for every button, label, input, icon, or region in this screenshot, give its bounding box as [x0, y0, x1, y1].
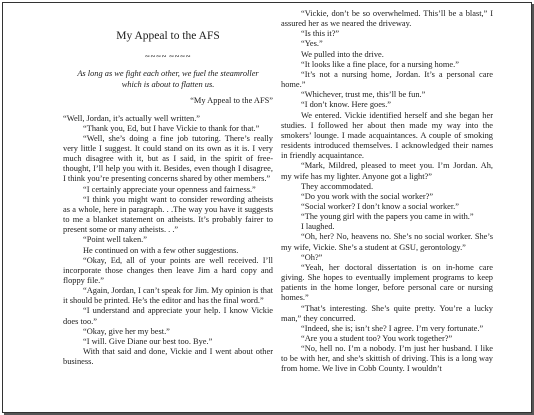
right-body-text — [281, 9, 493, 375]
paragraph: “Yeah, her doctoral dissertation is on in-home care giving. She hopes to eventually implement programs to keep patients in the home longer, before personal care or nursing homes.” — [281, 262, 493, 303]
paragraph: “Whichever, trust me, this’ll be fun.” — [301, 90, 426, 100]
paragraph: With that said and done, Vickie and I went about other business. — [63, 347, 273, 367]
paragraph: “It’s not a nursing home, Jordan. It’s a personal care home.” — [281, 69, 493, 90]
book-page — [2, 2, 532, 413]
paragraph: “Mark, Mildred, pleased to meet you. I’m Jordan. Ah, my wife has my lighter. Anyone got a light?” — [281, 161, 493, 181]
paragraph: “Vickie, don’t be so overwhelmed. This’ll be a blast,” I assured her as we neared the driveway. — [281, 9, 493, 29]
paragraph: “Do you work with the social worker?” — [301, 191, 434, 201]
paragraph: They accommodated. — [301, 181, 374, 191]
paragraph: “Indeed, she is; isn’t she? I agree. I’m very fortunate.” — [301, 323, 484, 333]
paragraph: “No, hell no. I’m a nobody. I’m just her husband. I like to be with her, and she’s skittish of driving. This is a long way from home. We live in Cobb County. I wouldn’t — [281, 344, 493, 374]
chapter-title: My Appeal to the AFS — [116, 30, 220, 42]
right-column — [281, 9, 493, 375]
paragraph: “Thank you, Ed, but I have Vickie to thank for that.” — [83, 123, 260, 133]
paragraph: “I understand and appreciate your help. I know Vickie does too.” — [63, 306, 273, 326]
paragraph: “I will. Give Diane our best too. Bye.” — [83, 336, 213, 346]
left-body-text — [63, 114, 273, 368]
paragraph: “That’s interesting. She’s quite pretty. You’re a lucky man,” they concurred. — [281, 303, 493, 323]
paragraph: “The young girl with the papers you came in with.” — [301, 212, 474, 222]
paragraph: We pulled into the drive. — [301, 49, 384, 59]
section-subhead: “My Appeal to the AFS” — [190, 96, 273, 105]
paragraph: “Oh, her? No, heavens no. She’s no social worker. She’s my wife, Vickie. She’s a student at GSU, gerontology.” — [281, 232, 493, 252]
paragraph: We entered. Vickie identified herself and she began her studies. I followed her about then made my way into the smokers’ lounge. I made acquaintances. A couple of smoking residents introduced themselves. I acknowledged their names in friendly acquaintance. — [281, 110, 493, 161]
paragraph: “I certainly appreciate your openness and fairness.” — [83, 184, 256, 194]
paragraph: “I don’t know. Here goes.” — [301, 100, 392, 110]
epigraph-line-1: As long as we fight each other, we fuel the steamroller — [77, 69, 259, 78]
paragraph: “Well, Jordan, it’s actually well written.” — [63, 113, 201, 123]
paragraph: “Point well taken.” — [83, 235, 147, 245]
paragraph: “It looks like a fine place, for a nursing home.” — [301, 59, 459, 69]
left-column — [63, 29, 273, 367]
paragraph: He continued on with a few other suggestions. — [83, 245, 239, 255]
paragraph: “Oh?” — [301, 252, 323, 262]
paragraph: “Again, Jordan, I can’t speak for Jim. My opinion is that it should be printed. He’s the editor and has the final word.” — [63, 286, 273, 306]
epigraph-line-2: which is about to flatten us. — [121, 79, 215, 89]
paragraph: “Is this it?” — [301, 29, 340, 39]
paragraph: I laughed. — [301, 222, 335, 232]
paragraph: “Well, she’s doing a fine job tutoring. There’s really very little I suggest. It could stand on its own as it is. I very much disagree with it, but as I said, in the spirit of free-thought, I’ll help you with it. Besides, even though I disagree, I think you’re presenting concerns shared by other members.” — [63, 133, 273, 184]
paragraph: “Social worker? I don’t know a social worker.” — [301, 201, 459, 211]
paragraph: “Yes.” — [301, 39, 323, 49]
paragraph: “I think you might want to consider rewording atheists as a whole, here in paragraph. . .The way you have it suggests to me a blanket statement on atheists. It’s probably fairer to present some or many atheists. . .” — [63, 194, 273, 235]
ornament-divider: ∾∾∾∾ ∾∾∾∾ — [144, 54, 192, 60]
paragraph: “Okay, Ed, all of your points are well received. I’ll incorporate those changes then leave Jim a hard copy and floppy file.” — [63, 255, 273, 285]
paragraph: “Okay, give her my best.” — [83, 326, 170, 336]
epigraph — [71, 69, 265, 90]
paragraph: “Are you a student too? You work together?” — [301, 334, 453, 343]
